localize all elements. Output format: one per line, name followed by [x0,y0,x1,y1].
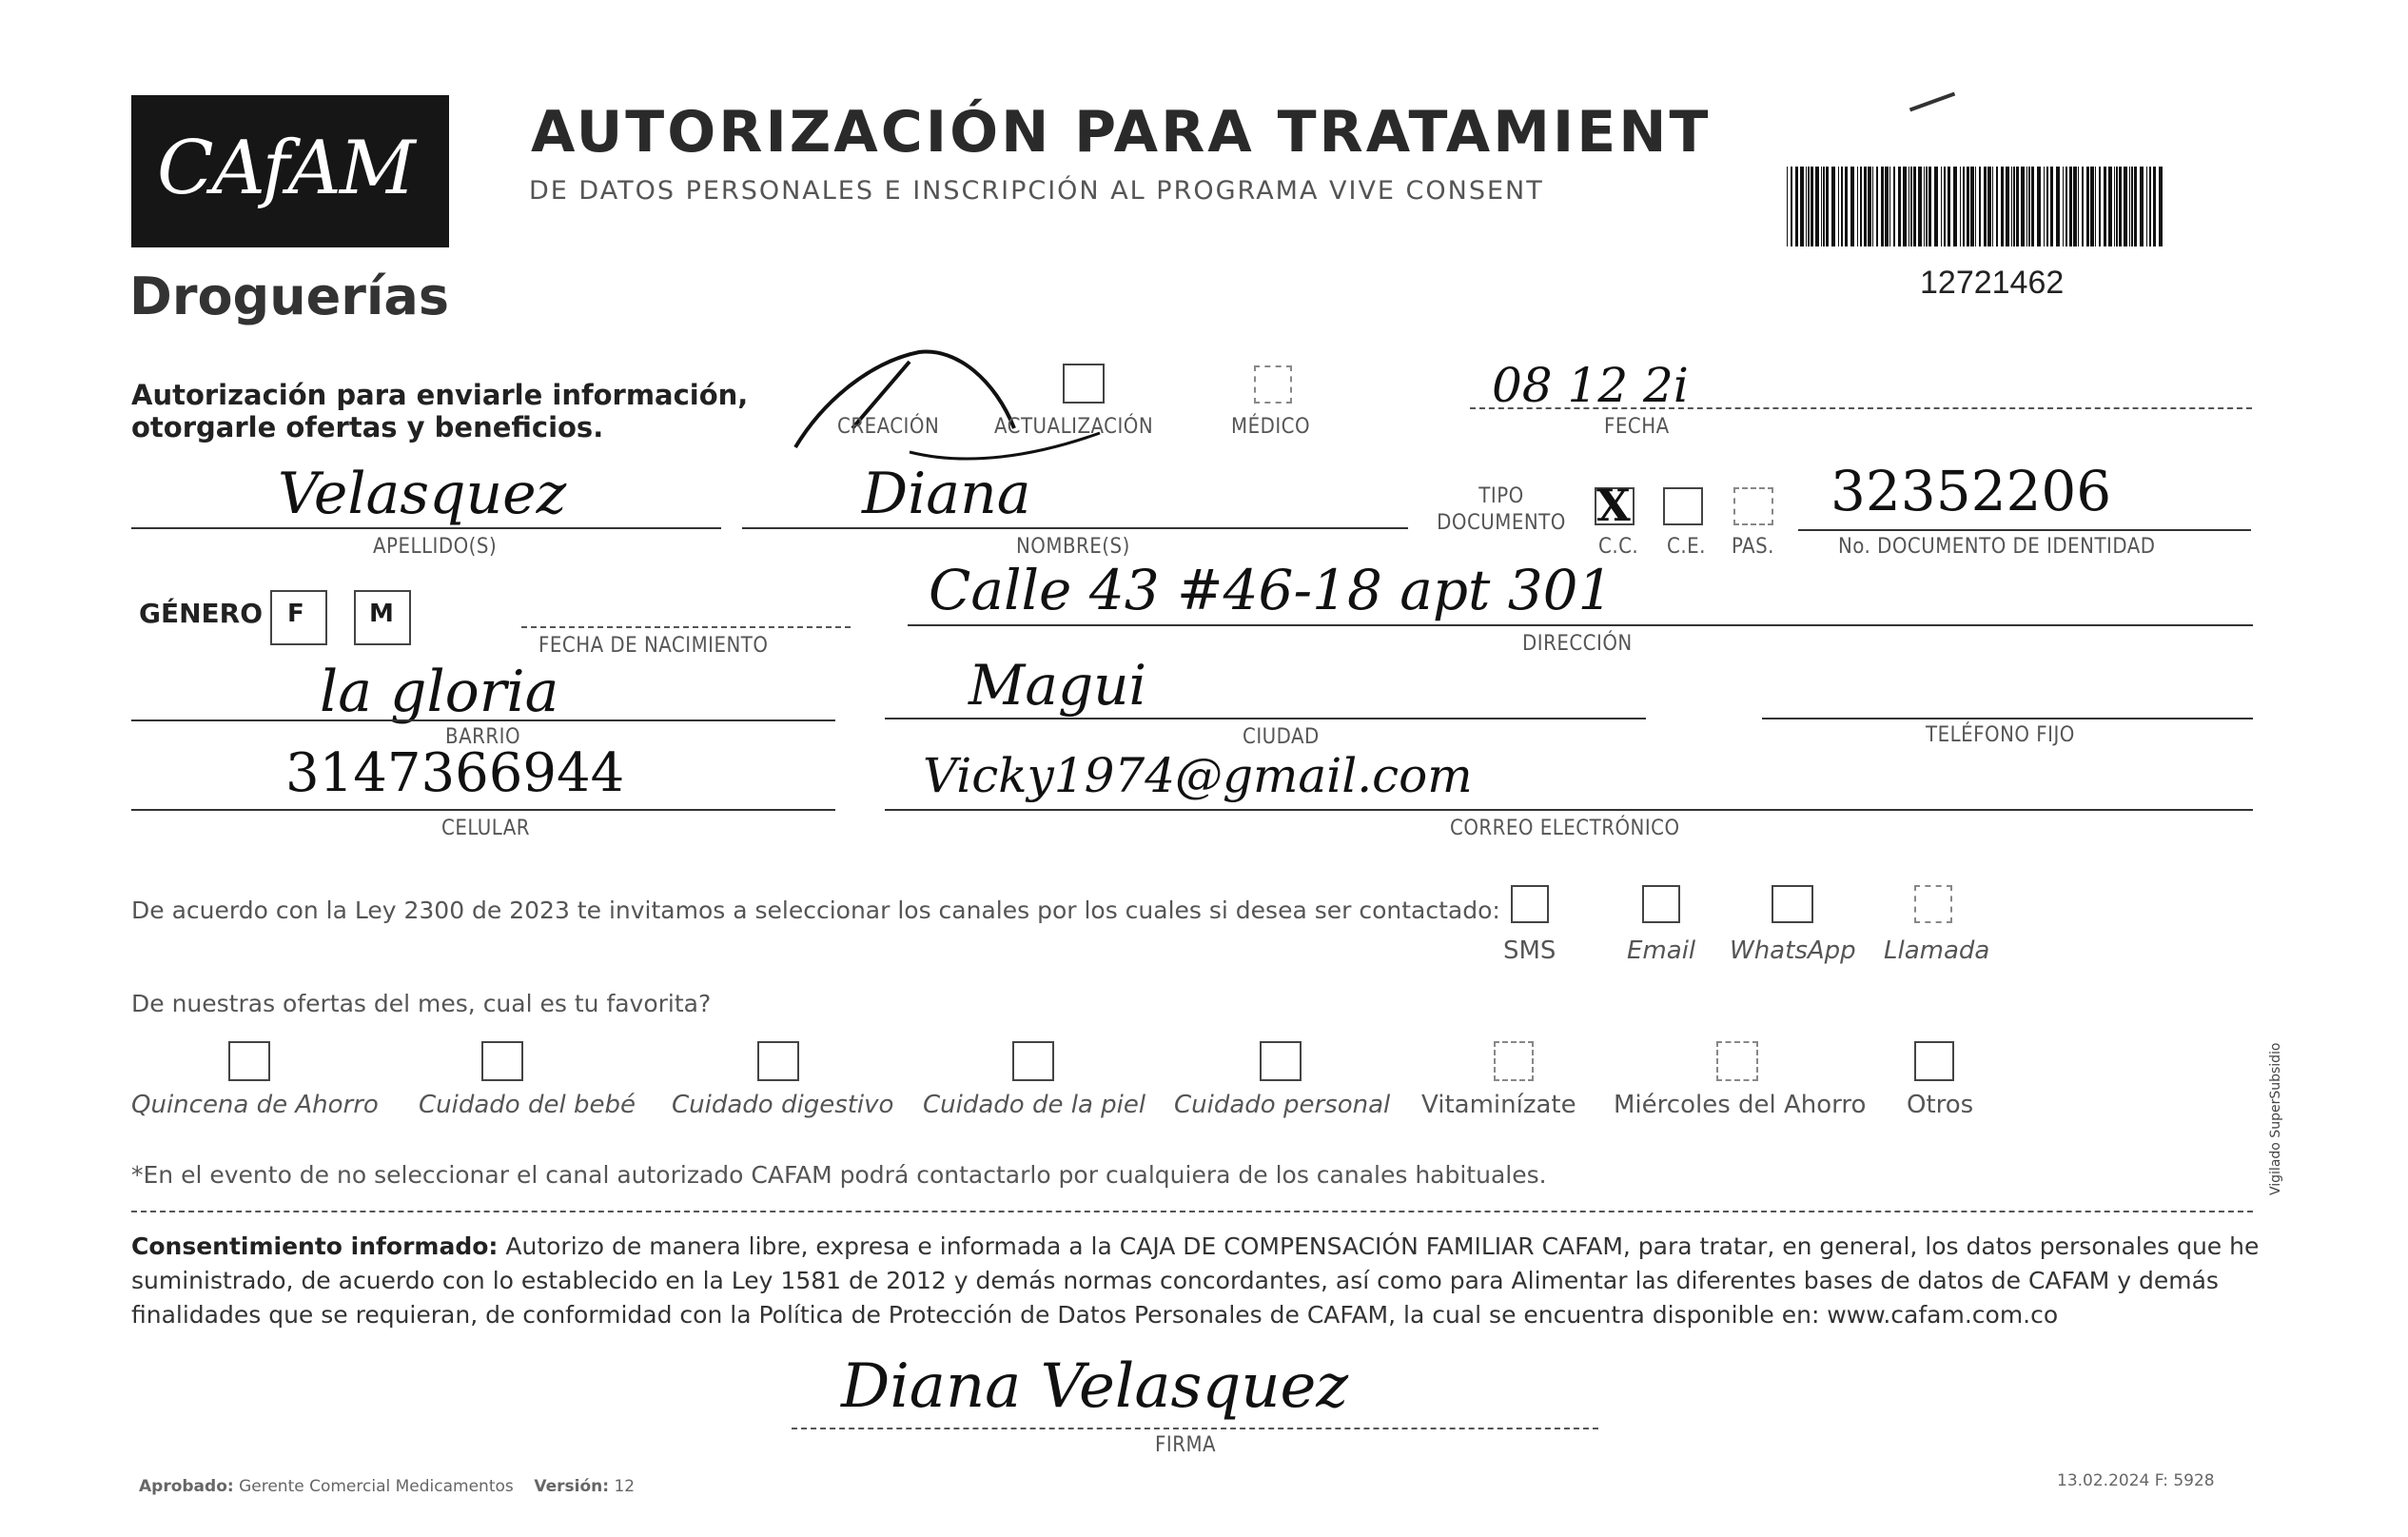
supersubsidio-vertical: Vigilado SuperSubsidio [2268,1042,2283,1195]
consent-line-1: Autorizo de manera libre, expresa e informada a la CAJA DE COMPENSACIÓN FAMILIAR CAFAM, para tratar, en general, los datos personales que he [505,1232,2260,1260]
whatsapp-checkbox[interactable] [1772,885,1813,923]
correo-line [885,809,2253,811]
footer-left [139,1477,635,1496]
oferta-label-5: Cuidado personal [1174,1091,1391,1119]
fecha-label: FECHA [1604,415,1670,439]
num-doc-value: 32352206 [1830,459,2112,523]
llamada-checkbox[interactable] [1914,885,1952,923]
correo-label: CORREO ELECTRÓNICO [1450,817,1680,840]
oferta-checkbox-6[interactable] [1494,1041,1534,1081]
intro-line-2: otorgarle ofertas y beneficios. [131,411,604,443]
oferta-checkbox-1[interactable] [228,1041,270,1081]
oferta-checkbox-4[interactable] [1012,1041,1054,1081]
oferta-label-2: Cuidado del bebé [419,1091,636,1119]
consent-bold: Consentimiento informado: [131,1232,499,1260]
ofertas-question: De nuestras ofertas del mes, cual es tu favorita? [131,990,712,1017]
nombres-label: NOMBRE(S) [1016,535,1130,559]
actualizacion-label: ACTUALIZACIÓN [994,415,1154,439]
apellidos-line [131,527,721,529]
ce-checkbox[interactable] [1663,487,1703,525]
signature: Diana Velasquez [841,1351,1349,1422]
droguerias-label: Droguerías [129,266,449,326]
actualizacion-checkbox[interactable] [1063,364,1105,404]
telefono-label: TELÉFONO FIJO [1926,723,2075,747]
creacion-label: CREACIÓN [837,415,940,439]
direccion-label: DIRECCIÓN [1522,632,1633,656]
oferta-label-8: Otros [1907,1091,1974,1119]
ciudad-value: Magui [969,653,1146,718]
oferta-label-1: Quincena de Ahorro [131,1091,379,1119]
email-label: Email [1627,936,1696,965]
whatsapp-label: WhatsApp [1730,936,1856,965]
oferta-checkbox-5[interactable] [1260,1041,1302,1081]
genero-m-label: M [369,600,394,628]
barrio-label: BARRIO [445,725,521,749]
nombres-line [742,527,1408,529]
email-checkbox[interactable] [1642,885,1680,923]
oferta-checkbox-7[interactable] [1716,1041,1758,1081]
ciudad-line [885,718,1646,719]
correo-value: Vicky1974@gmail.com [923,748,1473,803]
canales-question: De acuerdo con la Ley 2300 de 2023 te invitamos a seleccionar los canales por los cuales si desea ser contactado: [131,897,1500,924]
fecha-value: 08 12 2i [1492,358,1689,413]
aprobado-label: Aprobado: [139,1477,234,1496]
sms-checkbox[interactable] [1511,885,1549,923]
corner-mark [1909,92,1955,112]
cafam-logo-text: CAfAM [157,126,414,211]
num-doc-label: No. DOCUMENTO DE IDENTIDAD [1838,535,2156,559]
consent-line-3: finalidades que se requieran, de conformidad con la Política de Protección de Datos Personales de CAFAM, la cual se encuentra disponible en: www.cafam.com.co [131,1301,2059,1329]
oferta-label-3: Cuidado digestivo [672,1091,894,1119]
apellidos-label: APELLIDO(S) [373,535,498,559]
oferta-checkbox-8[interactable] [1914,1041,1954,1081]
form-subtitle: DE DATOS PERSONALES E INSCRIPCIÓN AL PROGRAMA VIVE CONSENT [529,176,1544,206]
nombres-value: Diana [862,461,1031,527]
barrio-line [131,719,835,721]
barcode-number: 12721462 [1920,265,2065,301]
divider [131,1211,2253,1212]
nacimiento-line [521,626,851,628]
barrio-value: la gloria [320,659,559,725]
barcode [1787,167,2163,246]
oferta-label-6: Vitaminízate [1421,1091,1576,1119]
llamada-label: Llamada [1884,936,1990,965]
direccion-line [908,624,2253,626]
cc-label: C.C. [1598,535,1639,559]
intro-line-1: Autorización para enviarle información, [131,379,749,411]
sms-label: SMS [1503,936,1556,965]
celular-label: CELULAR [441,817,531,840]
ciudad-label: CIUDAD [1243,725,1320,749]
tipo-documento-label: TIPO DOCUMENTO [1437,484,1566,535]
pas-checkbox[interactable] [1733,487,1773,525]
celular-line [131,809,835,811]
oferta-checkbox-3[interactable] [757,1041,799,1081]
form-title: AUTORIZACIÓN PARA TRATAMIENT [531,99,1712,166]
creacion-mark [786,343,1157,466]
canal-note: *En el evento de no seleccionar el canal autorizado CAFAM podrá contactarlo por cualquiera de los canales habituales. [131,1161,1547,1189]
nacimiento-label: FECHA DE NACIMIENTO [538,634,769,658]
ce-label: C.E. [1667,535,1706,559]
fecha-line [1470,407,2252,409]
telefono-line [1762,718,2253,719]
oferta-checkbox-2[interactable] [481,1041,523,1081]
consent-text [131,1230,2259,1332]
num-doc-line [1798,529,2251,531]
pas-label: PAS. [1732,535,1774,559]
genero-f-label: F [287,600,304,628]
cc-mark: X [1596,480,1631,531]
genero-label: GÉNERO [139,598,264,629]
medico-label: MÉDICO [1231,415,1311,439]
direccion-value: Calle 43 #46-18 apt 301 [929,558,1614,622]
firma-line [792,1428,1598,1429]
apellidos-value: Velasquez [278,461,567,527]
aprobado-value: Gerente Comercial Medicamentos [239,1477,514,1496]
medico-checkbox[interactable] [1254,365,1292,404]
oferta-label-4: Cuidado de la piel [923,1091,1146,1119]
version-value: 12 [614,1477,636,1496]
consent-line-2: suministrado, de acuerdo con lo establecido en la Ley 1581 de 2012 y demás normas concordantes, así como para Alimentar las diferentes bases de datos de CAFAM y demás [131,1267,2219,1294]
celular-value: 3147366944 [285,742,625,804]
footer-right: 13.02.2024 F: 5928 [2057,1471,2215,1490]
version-label: Versión: [534,1477,610,1496]
oferta-label-7: Miércoles del Ahorro [1614,1091,1867,1119]
firma-label: FIRMA [1155,1433,1217,1457]
